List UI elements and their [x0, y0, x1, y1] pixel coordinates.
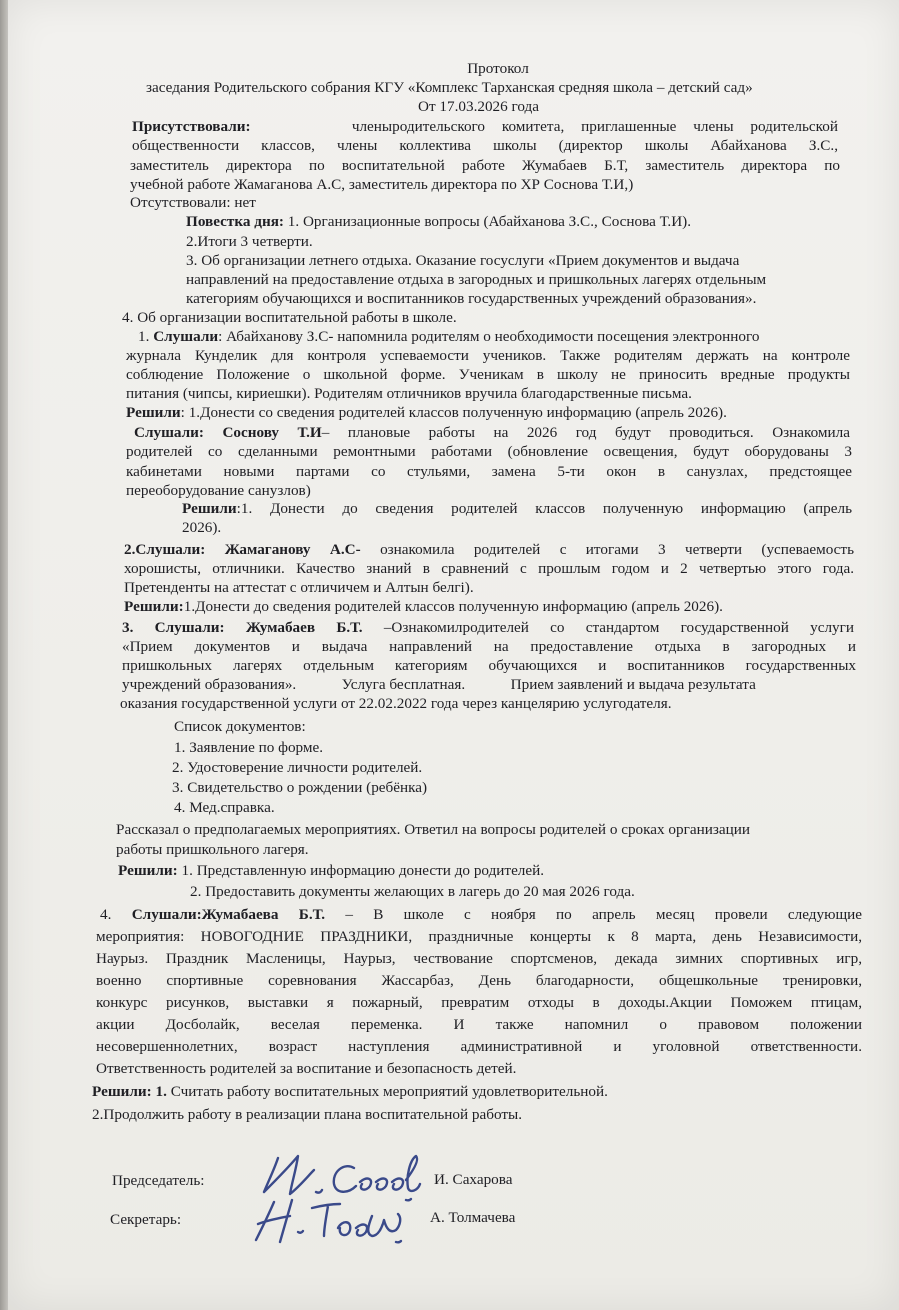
s1-decided-label: Решили	[126, 404, 181, 421]
s1-decided-text: : 1.Донести со сведения родителей классов полученную информацию (апрель 2026).	[180, 404, 727, 421]
s3-decided-1	[118, 862, 544, 880]
s2-text: ознакомила родителей с итогами 3 четверти (успеваемость	[380, 541, 854, 558]
s3-decided-label: Решили:	[118, 862, 178, 879]
s4-line-8: Ответственность родителей за воспитание и безопасность детей.	[96, 1060, 517, 1077]
s4-decided-2: 2.Продолжить работу в реализации плана воспитательной работы.	[92, 1106, 523, 1123]
s2-line-1	[124, 541, 854, 559]
s4-line-2: мероприятия: НОВОГОДНИЕ ПРАЗДНИКИ, праздничные концерты к 8 марта, день Независимости,	[96, 928, 862, 945]
s3-line-2: «Прием документов и выдача направлений на предоставление отдыха в загородных и	[122, 638, 856, 655]
s2-heard-label: 2.Слушали: Жамаганову А.С-	[124, 541, 361, 558]
present-text: членыродительского комитета, приглашенные члены родительской	[351, 118, 838, 135]
s2-line-3: Претенденты на аттестат с отличичем и Алтын белгі).	[124, 579, 474, 596]
s1-number: 1.	[138, 328, 150, 345]
s1-decided	[126, 404, 727, 422]
secretary-name: А. Толмачева	[430, 1209, 516, 1226]
s3-heard-label: 3. Слушали: Жумабаев Б.Т.	[122, 619, 363, 636]
agenda-label: Повестка дня:	[186, 213, 284, 230]
agenda-item-3-line-1: 3. Об организации летнего отдыха. Оказание госуслуги «Прием документов и выдача	[186, 252, 740, 269]
present-line-1	[132, 118, 838, 136]
s1-line-4: питания (чипсы, кириешки). Родителям отличников вручила благодарственные письма.	[126, 385, 692, 402]
agenda-item-2: 2.Итоги 3 четверти.	[186, 233, 313, 250]
secretary-signature	[246, 1190, 416, 1248]
present-line-2: общественности классов, члены коллектива школы (директор школы Абайханова З.С.,	[132, 137, 838, 154]
s3-decided-text-1: 1. Представленную информацию донести до родителей.	[181, 862, 545, 879]
s2-decided-label: Решили:	[124, 598, 184, 615]
document-subtitle: заседания Родительского собрания КГУ «Комплекс Тарханская средняя школа – детский сад»	[146, 79, 753, 96]
s1b-line-4: переоборудование санузлов)	[126, 482, 311, 499]
s1-text: : Абайханову З.С- напомнила родителям о необходимости посещения электронного	[218, 328, 760, 345]
s1b-text: – плановые работы на 2026 год будут проводиться. Ознакомила	[321, 424, 850, 441]
agenda-item-4: 4. Об организации воспитательной работы в школе.	[122, 309, 457, 326]
s1-line-1	[138, 328, 759, 346]
s4-decided-label: Решили: 1.	[92, 1083, 167, 1100]
s1b-decided-text: :1. Донести до сведения родителей классов полученную информацию (апрель	[236, 500, 852, 517]
s3-line-5: оказания государственной услуги от 22.02.2022 года через канцелярию услугодателя.	[120, 695, 672, 712]
s1-heard-label: Слушали	[153, 328, 219, 345]
s2-decided	[124, 598, 723, 616]
s3-line-1	[122, 619, 854, 637]
s4-decided-text-1: Считать работу воспитательных мероприятий удовлетворительной.	[170, 1083, 608, 1100]
s1b-heard-label: Слушали: Соснову Т.И	[134, 424, 322, 441]
s4-line-7: несовершеннолетних, возраст наступления административной и уголовной ответственности.	[96, 1038, 862, 1055]
s4-decided-1	[92, 1083, 608, 1101]
s3-line-3: пришкольных лагерях отдельным категориям обучающихся и воспитанников государственных	[122, 657, 856, 674]
s1b-decided-line-2: 2026).	[182, 519, 222, 536]
s1b-line-2: родителей со сделанными ремонтными работами (обновление освещения, будут оборудованы 3	[126, 443, 852, 460]
s4-heard-label: Слушали:Жумабаева Б.Т.	[131, 906, 326, 923]
secretary-label: Секретарь:	[110, 1211, 182, 1228]
s1b-decided-label: Решили	[182, 500, 237, 517]
s4-line-1	[100, 906, 862, 924]
present-line-3: заместитель директора по воспитательной работе Жумабаев Б.Т, заместитель директора по	[130, 157, 840, 174]
page-edge-shadow	[0, 0, 8, 1310]
s3-doc-3: 3. Свидетельство о рождении (ребёнка)	[172, 779, 428, 796]
s4-line-3: Наурыз. Праздник Масленицы, Наурыз, чествование спортсменов, декада зимних спортивных игр,	[96, 950, 862, 967]
present-label: Присутствовали:	[132, 118, 251, 135]
s4-text: – В школе с ноября по апрель месяц провели следующие	[345, 906, 863, 923]
document-title: Протокол	[467, 60, 529, 77]
present-line-4: учебной работе Жамаганова А.С, заместитель директора по ХР Соснова Т.И,)	[130, 176, 634, 193]
document-date: От 17.03.2026 года	[418, 98, 540, 115]
agenda-line-1	[186, 213, 691, 231]
s3-doc-1: 1. Заявление по форме.	[174, 739, 324, 756]
s3-told-line-1: Рассказал о предполагаемых мероприятиях. Ответил на вопросы родителей о сроках организации	[116, 821, 750, 838]
chair-label: Председатель:	[112, 1172, 205, 1189]
s3-text: –Ознакомилродителей со стандартом государственной услуги	[383, 619, 854, 636]
s1b-decided-line-1	[182, 500, 852, 518]
s1-line-2: журнала Кунделик для контроля успеваемости учеников. Также родителям держать на контроле	[126, 347, 850, 364]
chair-name: И. Сахарова	[434, 1171, 513, 1188]
s1b-line-1	[134, 424, 850, 442]
s3-told-line-2: работы пришкольного лагеря.	[116, 841, 309, 858]
s4-line-5: конкурс рисунков, выставки я пожарный, превратим отходы в доходы.Акции Поможем птицам,	[96, 994, 862, 1011]
s4-line-6: акции Досболайк, веселая переменка. И также напомнил о правовом положении	[96, 1016, 862, 1033]
s3-doc-4: 4. Мед.справка.	[174, 799, 275, 816]
s3-decided-2: 2. Предоставить документы желающих в лагерь до 20 мая 2026 года.	[190, 883, 635, 900]
s1b-line-3: кабинетами новыми партами со стульями, замена 5-ти окон в санузлах, предстоящее	[126, 463, 852, 480]
absent-line: Отсутствовали: нет	[130, 194, 256, 211]
s1-line-3: соблюдение Положение о школьной форме. Ученикам в школу не приносить вредные продукты	[126, 366, 850, 383]
agenda-item-3-line-3: категориям обучающихся и воспитанников государственных учреждений образования».	[186, 290, 757, 307]
s2-line-2: хорошисты, отличники. Качество знаний в сравнений с прошлым годом и 2 четвертью этого года.	[124, 560, 854, 577]
s3-line-4: учреждений образования». Услуга бесплатная. Прием заявлений и выдача результата	[122, 676, 756, 693]
agenda-item-1: 1. Организационные вопросы (Абайханова З.С., Соснова Т.И).	[287, 213, 692, 230]
s4-line-4: военно спортивные соревнования Жассарбаз, День благодарности, общешкольные тренировки,	[96, 972, 862, 989]
s4-number: 4.	[100, 906, 112, 923]
s3-docs-title: Список документов:	[174, 718, 306, 735]
s3-doc-2: 2. Удостоверение личности родителей.	[172, 759, 423, 776]
s2-decided-text: 1.Донести до сведения родителей классов полученную информацию (апрель 2026).	[183, 598, 723, 615]
document-page	[8, 0, 899, 1310]
agenda-item-3-line-2: направлений на предоставление отдыха в загородных и пришкольных лагерях отдельным	[186, 271, 767, 288]
